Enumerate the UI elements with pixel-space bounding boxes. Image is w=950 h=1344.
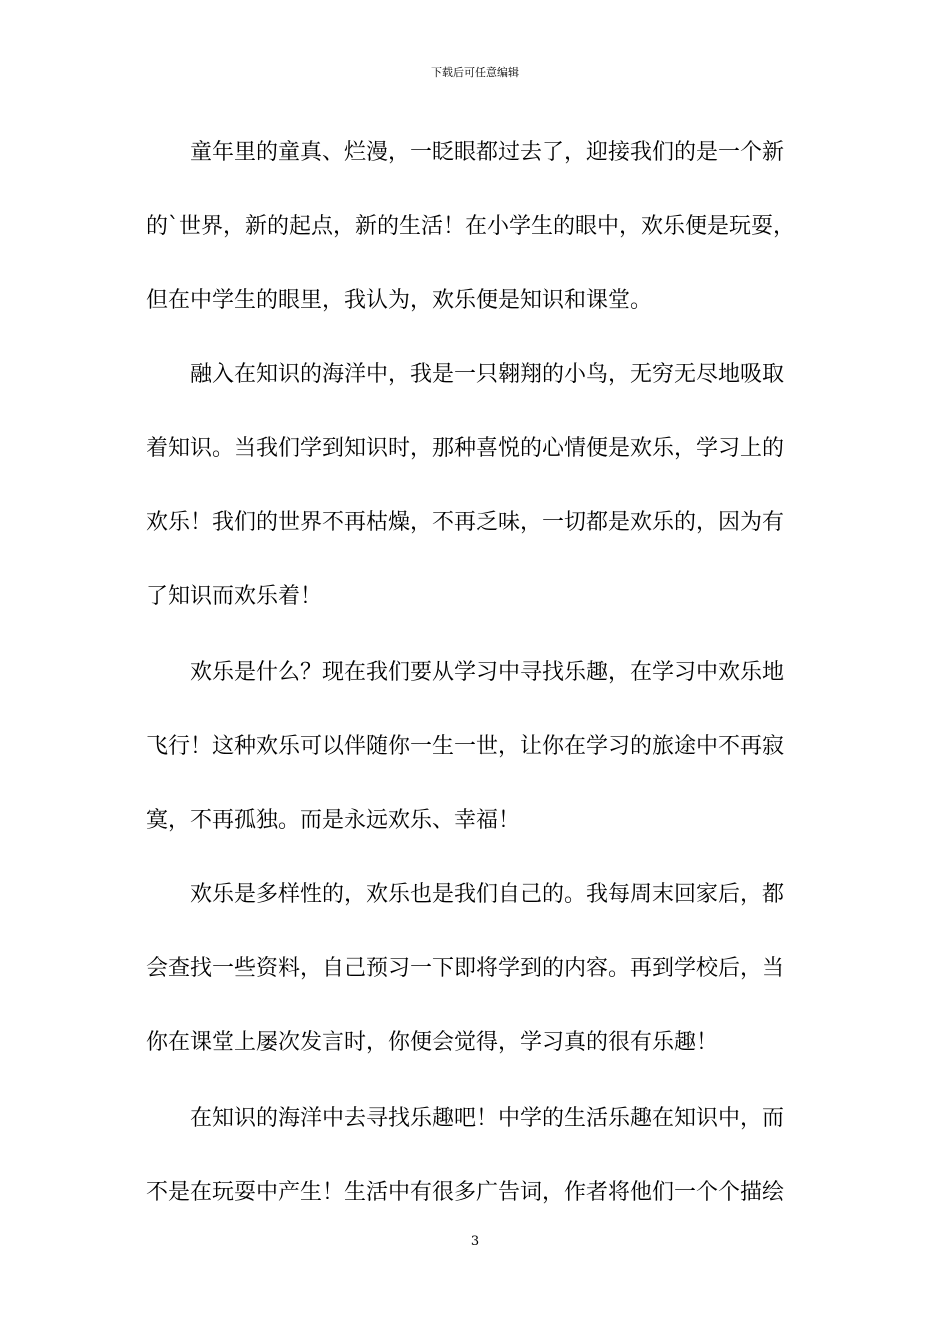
body-text-line: 着知识。当我们学到知识时，那种喜悦的心情便是欢乐，学习上的 <box>146 436 785 461</box>
body-text-line: 寞，不再孤独。而是永远欢乐、幸福！ <box>146 808 521 833</box>
body-text-line: 了知识而欢乐着！ <box>146 584 323 609</box>
body-text-line: 的`世界，新的起点，新的生活！在小学生的眼中，欢乐便是玩耍， <box>146 214 796 239</box>
body-text-line: 童年里的童真、烂漫，一眨眼都过去了，迎接我们的是一个新 <box>146 140 785 165</box>
body-text-line: 欢乐是什么？现在我们要从学习中寻找乐趣，在学习中欢乐地 <box>146 660 785 685</box>
body-text-line: 会查找一些资料，自己预习一下即将学到的内容。再到学校后，当 <box>146 956 785 981</box>
body-text-line: 在知识的海洋中去寻找乐趣吧！中学的生活乐趣在知识中，而 <box>146 1106 785 1131</box>
page-header: 下载后可任意编辑 <box>431 66 519 79</box>
body-text-line: 欢乐是多样性的，欢乐也是我们自己的。我每周末回家后，都 <box>146 882 785 907</box>
body-text-line: 你在课堂上屡次发言时，你便会觉得，学习真的很有乐趣！ <box>146 1030 719 1055</box>
body-text-line: 飞行！这种欢乐可以伴随你一生一世，让你在学习的旅途中不再寂 <box>146 734 785 759</box>
page-number: 3 <box>470 1234 480 1249</box>
body-text-line: 但在中学生的眼里，我认为，欢乐便是知识和课堂。 <box>146 288 653 313</box>
body-text-line: 不是在玩耍中产生！生活中有很多广告词，作者将他们一个个描绘 <box>146 1180 785 1205</box>
body-text-line: 融入在知识的海洋中，我是一只翱翔的小鸟，无穷无尽地吸取 <box>146 362 785 387</box>
body-text-line: 欢乐！我们的世界不再枯燥，不再乏味，一切都是欢乐的，因为有 <box>146 510 785 535</box>
